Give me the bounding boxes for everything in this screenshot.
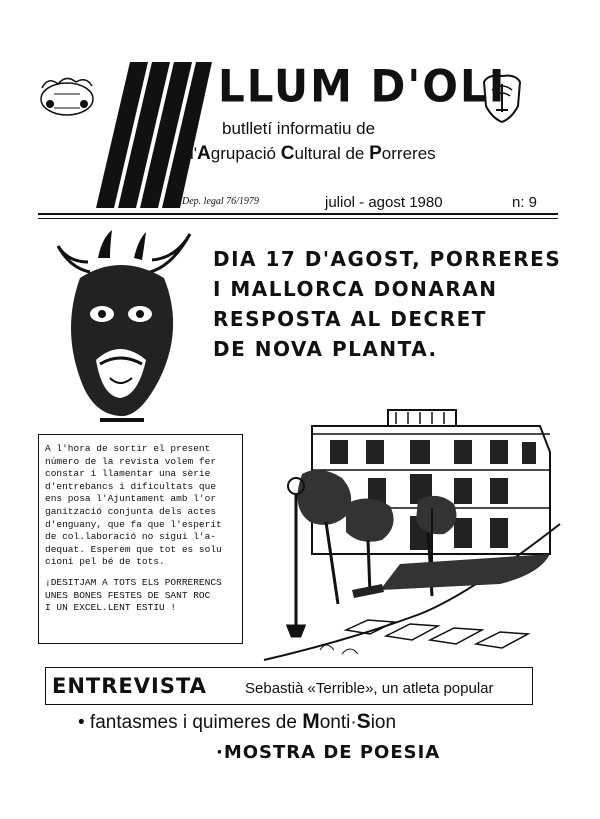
interview-title: ENTREVISTA (52, 674, 207, 698)
headline-line: I MALLORCA DONARAN (213, 277, 498, 301)
notice-line: ganització conjunta dels actes (45, 505, 217, 517)
demon-mask-illustration-icon (40, 228, 200, 424)
headline-line: DE NOVA PLANTA. (213, 337, 438, 361)
association-logo-icon (36, 74, 98, 120)
masthead-rule-thin (38, 218, 558, 219)
notice-line: d'enguany, que fa que l'esperit (45, 518, 222, 530)
issue-number: n: 9 (512, 194, 538, 211)
notice-line: ens posa l'Ajuntament amb l'or (45, 493, 217, 505)
greeting-line: ¡DESITJAM A TOTS ELS PORRERENCS (45, 576, 222, 588)
town-coat-of-arms-icon (478, 72, 526, 124)
notice-line: de col.laboració no sigui l'a- (45, 531, 217, 543)
notice-line: dequat. Esperem que tot es solu (45, 543, 222, 555)
editorial-notice-box (38, 434, 243, 644)
contents-item-fantasmes: • fantasmes i quimeres de Monti·Sion (78, 710, 397, 733)
headline-line: RESPOSTA AL DECRET (213, 307, 487, 331)
association-name: l'Agrupació Cultural de Porreres (190, 143, 436, 164)
interview-subtitle: Sebastià «Terrible», un atleta popular (245, 680, 494, 697)
masthead-rule (38, 213, 558, 215)
greeting-line: I UN EXCEL.LENT ESTIU ! (45, 602, 177, 614)
senyera-stripes-icon (96, 62, 212, 208)
greeting-line: UNES BONES FESTES DE SANT ROC (45, 589, 211, 601)
headline-line: DIA 17 D'AGOST, PORRERES (213, 247, 562, 271)
notice-line: número de la revista volem fer (45, 455, 217, 467)
contents-item-poesia: ·MOSTRA DE POESIA (216, 742, 441, 763)
newsletter-title: LLUM D'OLI (218, 60, 507, 113)
legal-deposit: Dep. legal 76/1979 (182, 196, 259, 207)
notice-line: cioni pel bé de tots. (45, 556, 165, 568)
notice-line: constar i llamentar una sèrie (45, 468, 211, 480)
newsletter-subtitle: butlletí informatiu de (222, 119, 376, 138)
town-hall-sketch-icon (250, 404, 566, 666)
main-headline (213, 244, 593, 364)
issue-date: juliol - agost 1980 (325, 194, 443, 211)
notice-line: A l'hora de sortir el present (45, 443, 211, 454)
notice-line: d'entrebancs i dificultats que (45, 480, 217, 492)
festival-greeting (45, 577, 236, 615)
